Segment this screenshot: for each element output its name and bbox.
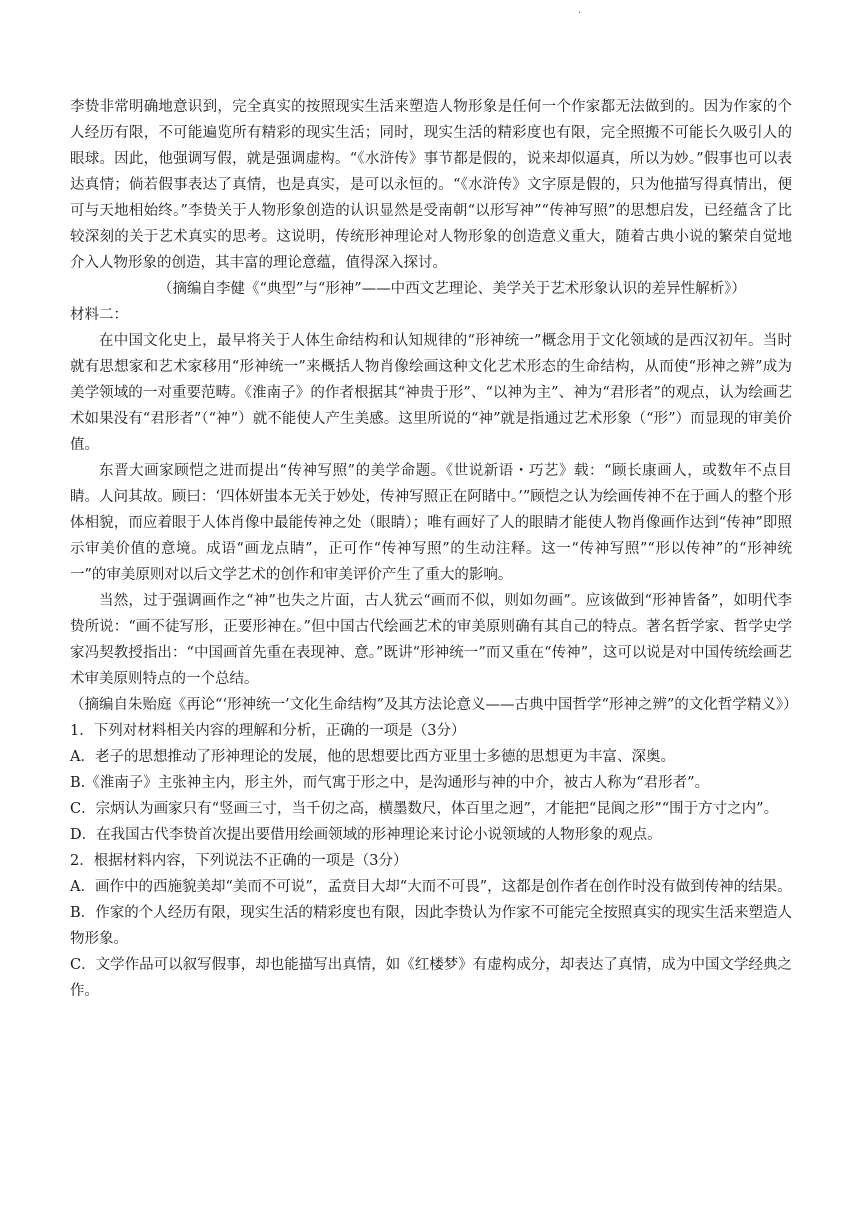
document-content (70, 94, 798, 1004)
body-paragraph: 在中国文化史上，最早将关于人体生命结构和认知规律的“形神统一”概念用于文化领域的是西汉初年。当时就有思想家和艺术家移用“形神统一”来概括人物肖像绘画这种文化艺术形态的生命结构，从而使“形神之辨”成为美学领域的一对重要范畴。《淮南子》的作者根据其“神贵于形”、“以神为主”、神为“君形者”的观点，认为绘画艺术如果没有“君形者”（“神”）就不能使人产生美感。这里所说的“神”就是指通过艺术形象（“形”）而显现的审美价值。 (70, 333, 792, 453)
answer-option: B.《淮南子》主张神主内，形主外，而气寓于形之中，是沟通形与神的中介，被古人称为“君形者”。 (70, 775, 710, 791)
body-paragraph: 当然，过于强调画作之“神”也失之片面，古人犹云“画而不似，则如勿画”。应该做到“形神皆备”，如明代李贽所说：“画不徒写形，正要形神在。”但中国古代绘画艺术的审美原则确有其自己的特点。著名哲学家、哲学史学家冯契教授指出：“中国画首先重在表现神、意。”既讲“形神统一”而又重在“传神”，这可以说是对中国传统绘画艺术审美原则特点的一个总结。 (70, 593, 792, 687)
answer-option: C．宗炳认为画家只有“竖画三寸，当千仞之高，横墨数尺，体百里之迥”，才能把“昆阆之形”“围于方寸之内”。 (70, 801, 779, 817)
body-paragraph: 东晋大画家顾恺之进而提出“传神写照”的美学命题。《世说新语・巧艺》载：“顾长康画人，或数年不点目睛。人问其故。顾曰：‘四体妍蚩本无关于妙处，传神写照正在阿睹中。’”顾恺之认为绘画传神不在于画人的整个形体相貌，而应着眼于人体肖像中最能传神之处（眼睛）；唯有画好了人的眼睛才能使人物肖像画作达到“传神”即照示审美价值的意境。成语“画龙点睛”，正可作“传神写照”的生动注释。这一“传神写照”“形以传神”的“形神统一”的审美原则对以后文学艺术的创作和审美评价产生了重大的影响。 (70, 463, 792, 583)
question-stem: 1．下列对材料相关内容的理解和分析，正确的一项是（3分） (70, 723, 466, 739)
answer-option: A．老子的思想推动了形神理论的发展，他的思想要比西方亚里士多德的思想更为丰富、深奥。 (70, 749, 675, 765)
source-citation: （摘编自朱贻庭《再论“‘形神统一’文化生命结构”及其方法论意义——古典中国哲学“形神之辨”的文化哲学精义》） (70, 697, 798, 713)
answer-option: B．作家的个人经历有限，现实生活的精彩度也有限，因此李贽认为作家不可能完全按照真实的现实生活来塑造人物形象。 (70, 905, 792, 947)
answer-option: A．画作中的西施貌美却“美而不可说”，孟贲目大却“大而不可畏”，这都是创作者在创作时没有做到传神的结果。 (70, 879, 792, 895)
header-mark: · (578, 8, 582, 19)
question-stem: 2．根据材料内容，下列说法不正确的一项是（3分） (70, 853, 408, 869)
answer-option: C．文学作品可以叙写假事，却也能描写出真情，如《红楼梦》有虚构成分，却表达了真情，成为中国文学经典之作。 (70, 957, 792, 999)
answer-option: D．在我国古代李贽首次提出要借用绘画领域的形神理论来讨论小说领域的人物形象的观点。 (70, 827, 662, 843)
body-paragraph: 李贽非常明确地意识到，完全真实的按照现实生活来塑造人物形象是任何一个作家都无法做到的。因为作家的个人经历有限，不可能遍览所有精彩的现实生活；同时，现实生活的精彩度也有限，完全照搬不可能长久吸引人的眼球。因此，他强调写假，就是强调虚构。“《水浒传》事节都是假的，说来却似逼真，所以为妙。”假事也可以表达真情；倘若假事表达了真情，也是真实，是可以永恒的。“《水浒传》文字原是假的，只为他描写得真情出，便可与天地相始终。”李贽关于人物形象创造的认识显然是受南朝“以形写神”“传神写照”的思想启发，已经蕴含了比较深刻的关于艺术真实的思考。这说明，传统形神理论对人物形象的创造意义重大，随着古典小说的繁荣自觉地介入人物形象的创造，其丰富的理论意蕴，值得深入探讨。 (70, 99, 792, 271)
source-citation: （摘编自李健《“典型”与“形神”——中西文艺理论、美学关于艺术形象认识的差异性解析》） (158, 281, 746, 297)
material-label: 材料二： (70, 307, 128, 323)
